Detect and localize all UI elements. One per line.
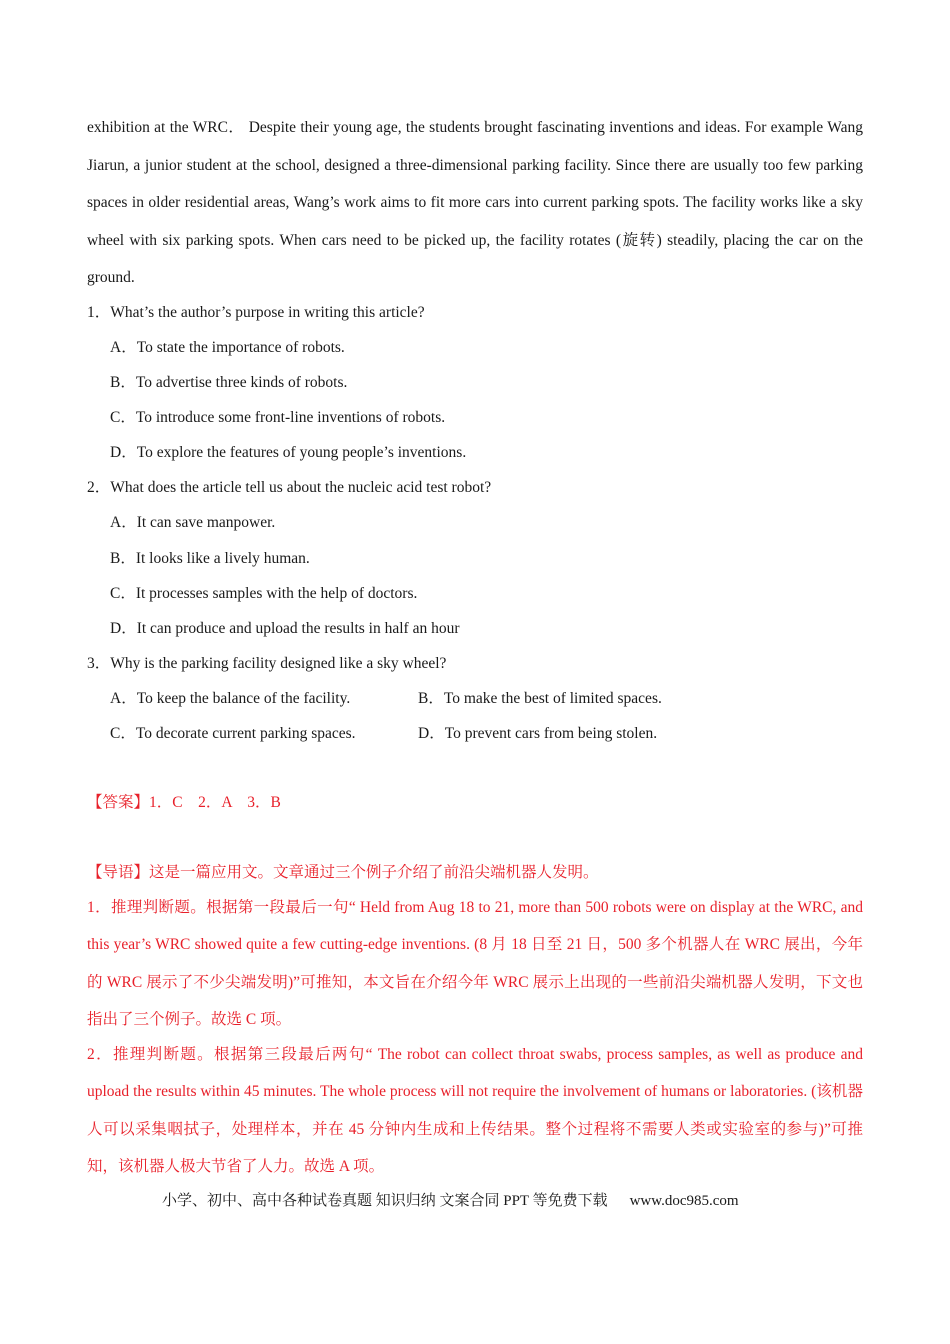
question-2-option-c: C．It processes samples with the help of doctors. bbox=[110, 585, 418, 602]
question-3-option-b: B．To make the best of limited spaces. bbox=[418, 690, 662, 707]
answer-values: 1．C 2．A 3．B bbox=[149, 794, 281, 811]
question-2-option-a: A．It can save manpower. bbox=[110, 514, 276, 531]
question-3-option-a: A．To keep the balance of the facility. bbox=[110, 690, 351, 707]
question-3-option-d: D．To prevent cars from being stolen. bbox=[418, 725, 658, 742]
question-2-option-d: D．It can produce and upload the results in half an hour bbox=[110, 620, 460, 637]
page-footer bbox=[162, 1191, 739, 1211]
question-1-stem: 1．What’s the author’s purpose in writing this article? bbox=[87, 304, 425, 321]
question-1-option-b: B．To advertise three kinds of robots. bbox=[110, 374, 348, 391]
answer-label: 【答案】 bbox=[87, 794, 150, 811]
answer-line bbox=[87, 793, 281, 813]
explanation-2: 2．推理判断题。根据第三段最后两句“ The robot can collect throat swabs, process samples, as well as produce and upload the results within 45 minutes. The whole process will not require the involvement of humans or laboratories. (该机器人可以采集咽拭子，处理样本，并在 45 分钟内生成和上传结果。整个过程将不需要人类或实验室的参与)”可推知，该机器人极大节省了人力。故选 A 项。 bbox=[87, 1046, 863, 1175]
question-2-option-b: B．It looks like a lively human. bbox=[110, 550, 310, 567]
question-1-option-d: D．To explore the features of young people’s inventions. bbox=[110, 444, 467, 461]
footer-url[interactable]: www.doc985.com bbox=[629, 1193, 739, 1209]
passage-paragraph: exhibition at the WRC． Despite their young age, the students brought fascinating inventions and ideas. For example Wang Jiarun, a junior student at the school, designed a three-dimensional parking facility. Since there are usually too few parking spaces in older residential areas, Wang’s work aims to fit more cars into current parking spots. The facility works like a sky wheel with six parking spots. When cars need to be picked up, the facility rotates (旋转) steadily, placing the car on the ground. bbox=[87, 119, 863, 286]
question-1-option-c: C．To introduce some front-line inventions of robots. bbox=[110, 409, 446, 426]
footer-text: 小学、初中、高中各种试卷真题 知识归纳 文案合同 PPT 等免费下载 bbox=[162, 1193, 608, 1209]
explanation-1: 1．推理判断题。根据第一段最后一句“ Held from Aug 18 to 21, more than 500 robots were on display at the WRC, and this year’s WRC showed quite a few cutting-edge inventions. (8 月 18 日至 21 日，500 多个机器人在 WRC 展出，今年的 WRC 展示了不少尖端发明)”可推知，本文旨在介绍今年 WRC 展示上出现的一些前沿尖端机器人发明，下文也指出了三个例子。故选 C 项。 bbox=[87, 899, 863, 1028]
question-3-option-c: C．To decorate current parking spaces. bbox=[110, 725, 356, 742]
question-2-stem: 2．What does the article tell us about the nucleic acid test robot? bbox=[87, 479, 492, 496]
lead-line bbox=[87, 863, 599, 883]
lead-label: 【导语】 bbox=[87, 864, 150, 881]
question-1-option-a: A．To state the importance of robots. bbox=[110, 339, 345, 356]
lead-text: 这是一篇应用文。文章通过三个例子介绍了前沿尖端机器人发明。 bbox=[149, 864, 599, 881]
question-3-stem: 3．Why is the parking facility designed like a sky wheel? bbox=[87, 655, 447, 672]
